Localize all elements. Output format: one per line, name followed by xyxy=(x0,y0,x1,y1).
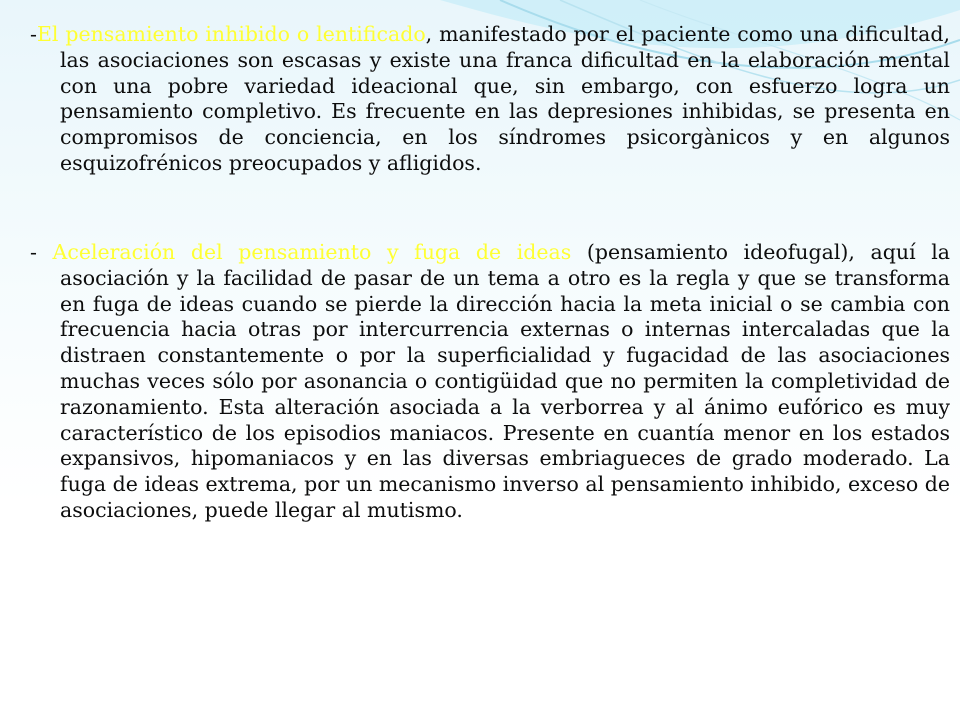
paragraph-bullet: - xyxy=(30,22,37,46)
term-highlight: El pensamiento inhibido o lentificado xyxy=(36,22,426,46)
term-highlight: Aceleración del pensamiento y fuga de ideas xyxy=(52,240,572,264)
paragraph-body: , manifestado por el paciente como una dificultad, las asociaciones son escasas y existe una franca dificultad en la elaboración mental con una pobre variedad ideacional que, sin embargo, con esfuerzo logra un pensamiento completivo. Es frecuente en las depresiones inhibidas, se presenta en compromisos de conciencia, en los síndromes psicorgànicos y en algunos esquizofrénicos preocupados y afligidos. xyxy=(60,22,950,175)
paragraph-flight-of-ideas xyxy=(30,240,950,524)
paragraph-body: (pensamiento ideofugal), aquí la asociación y la facilidad de pasar de un tema a otro es la regla y que se transforma en fuga de ideas cuando se pierde la dirección hacia la meta inicial o se cambia con frecuencia hacia otras por intercurrencia externas o internas intercaladas que la distraen constantemente o por la superficialidad y fugacidad de las asociaciones muchas veces sólo por asonancia o contigüidad que no permiten la completividad de razonamiento. Esta alteración asociada a la verborrea y al ánimo eufórico es muy característico de los episodios maniacos. Presente en cuantía menor en los estados expansivos, hipomaniacos y en las diversas embriagueces de grado moderado. La fuga de ideas extrema, por un mecanismo inverso al pensamiento inhibido, exceso de asociaciones, puede llegar al mutismo. xyxy=(60,240,950,522)
paragraph-bullet: - xyxy=(30,240,53,264)
paragraph-inhibited-thinking xyxy=(30,22,950,177)
